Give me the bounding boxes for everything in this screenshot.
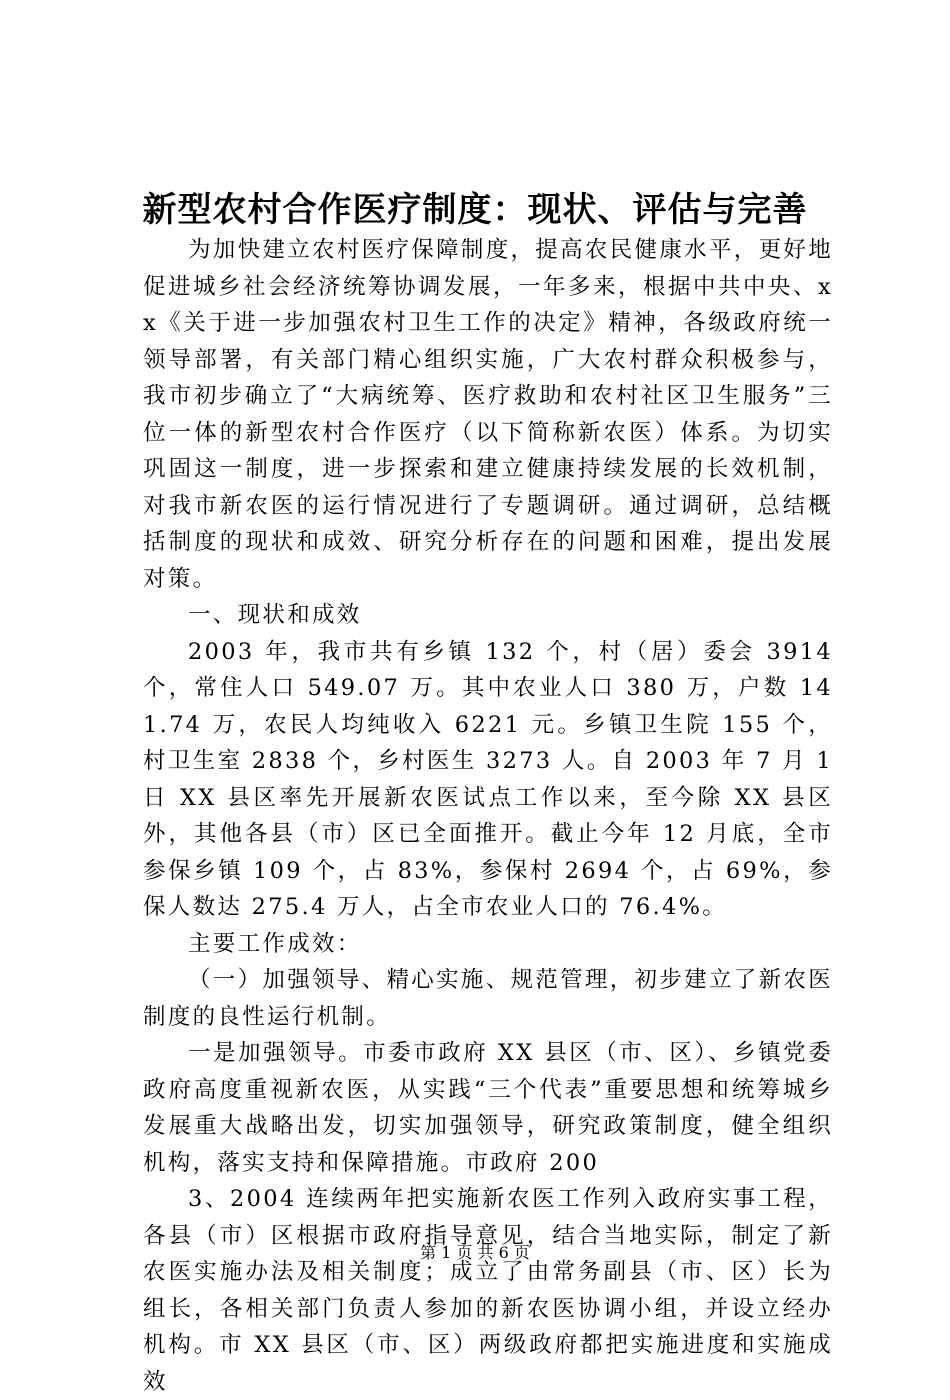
document-title: 新型农村合作医疗制度：现状、评估与完善 [142, 190, 808, 230]
page-footer: 第 1 页 共 6 页 [420, 1243, 530, 1262]
paragraph-leadership: 一是加强领导。市委市政府 XX 县区（市、区）、乡镇党委政府高度重视新农医，从实践“三个代表”重要思想和统筹城乡发展重大战略出发，切实加强领导，研究政策制度，健全组织机构，落实支持和保障措施。市政府 200 [143, 1040, 833, 1176]
paragraph-statistics: 2003 年，我市共有乡镇 132 个，村（居）委会 3914 个，常住人口 549.07 万。其中农业人口 380 万，户数 141.74 万，农民人均纯收入 6221 元。乡镇卫生院 155 个，村卫生室 2838 个，乡村医生 3273 人。自 2003 年 7 月 1 日 XX 县区率先开展新农医试点工作以来，至今除 XX 县区外，其他各县（市）区已全面推开。截止今年 12 月底，全市参保乡镇 109 个，占 83%，参保村 2694 个，占 69%，参保人数达 275.4 万人，占全市农业人口的 76.4%。 [143, 638, 833, 920]
document-body [143, 232, 833, 1400]
paragraph-intro: 为加快建立农村医疗保障制度，提高农民健康水平，更好地促进城乡社会经济统筹协调发展，一年多来，根据中共中央、xx《关于进一步加强农村卫生工作的决定》精神，各级政府统一领导部署，有关部门精心组织实施，广大农村群众积极参与，我市初步确立了“大病统筹、医疗救助和农村社区卫生服务”三位一体的新型农村合作医疗（以下简称新农医）体系。为切实巩固这一制度，进一步探索和建立健康持续发展的长效机制，对我市新农医的运行情况进行了专题调研。通过调研，总结概括制度的现状和成效、研究分析存在的问题和困难，提出发展对策。 [143, 237, 833, 592]
subsection-heading-1: （一）加强领导、精心实施、规范管理，初步建立了新农医制度的良性运行机制。 [143, 967, 833, 1030]
subheading-main-results: 主要工作成效： [188, 930, 362, 957]
section-heading: 一、现状和成效 [188, 602, 362, 628]
paragraph-continuation: 3、2004 连续两年把实施新农医工作列入政府实事工程，各县（市）区根据市政府指导意见，结合当地实际，制定了新农医实施办法及相关制度；成立了由常务副县（市、区）长为组长，各相关部门负责人参加的新农医协调小组，并设立经办机构。市 XX 县区（市、区）两级政府都把实施进度和实施成效 [143, 1186, 833, 1395]
